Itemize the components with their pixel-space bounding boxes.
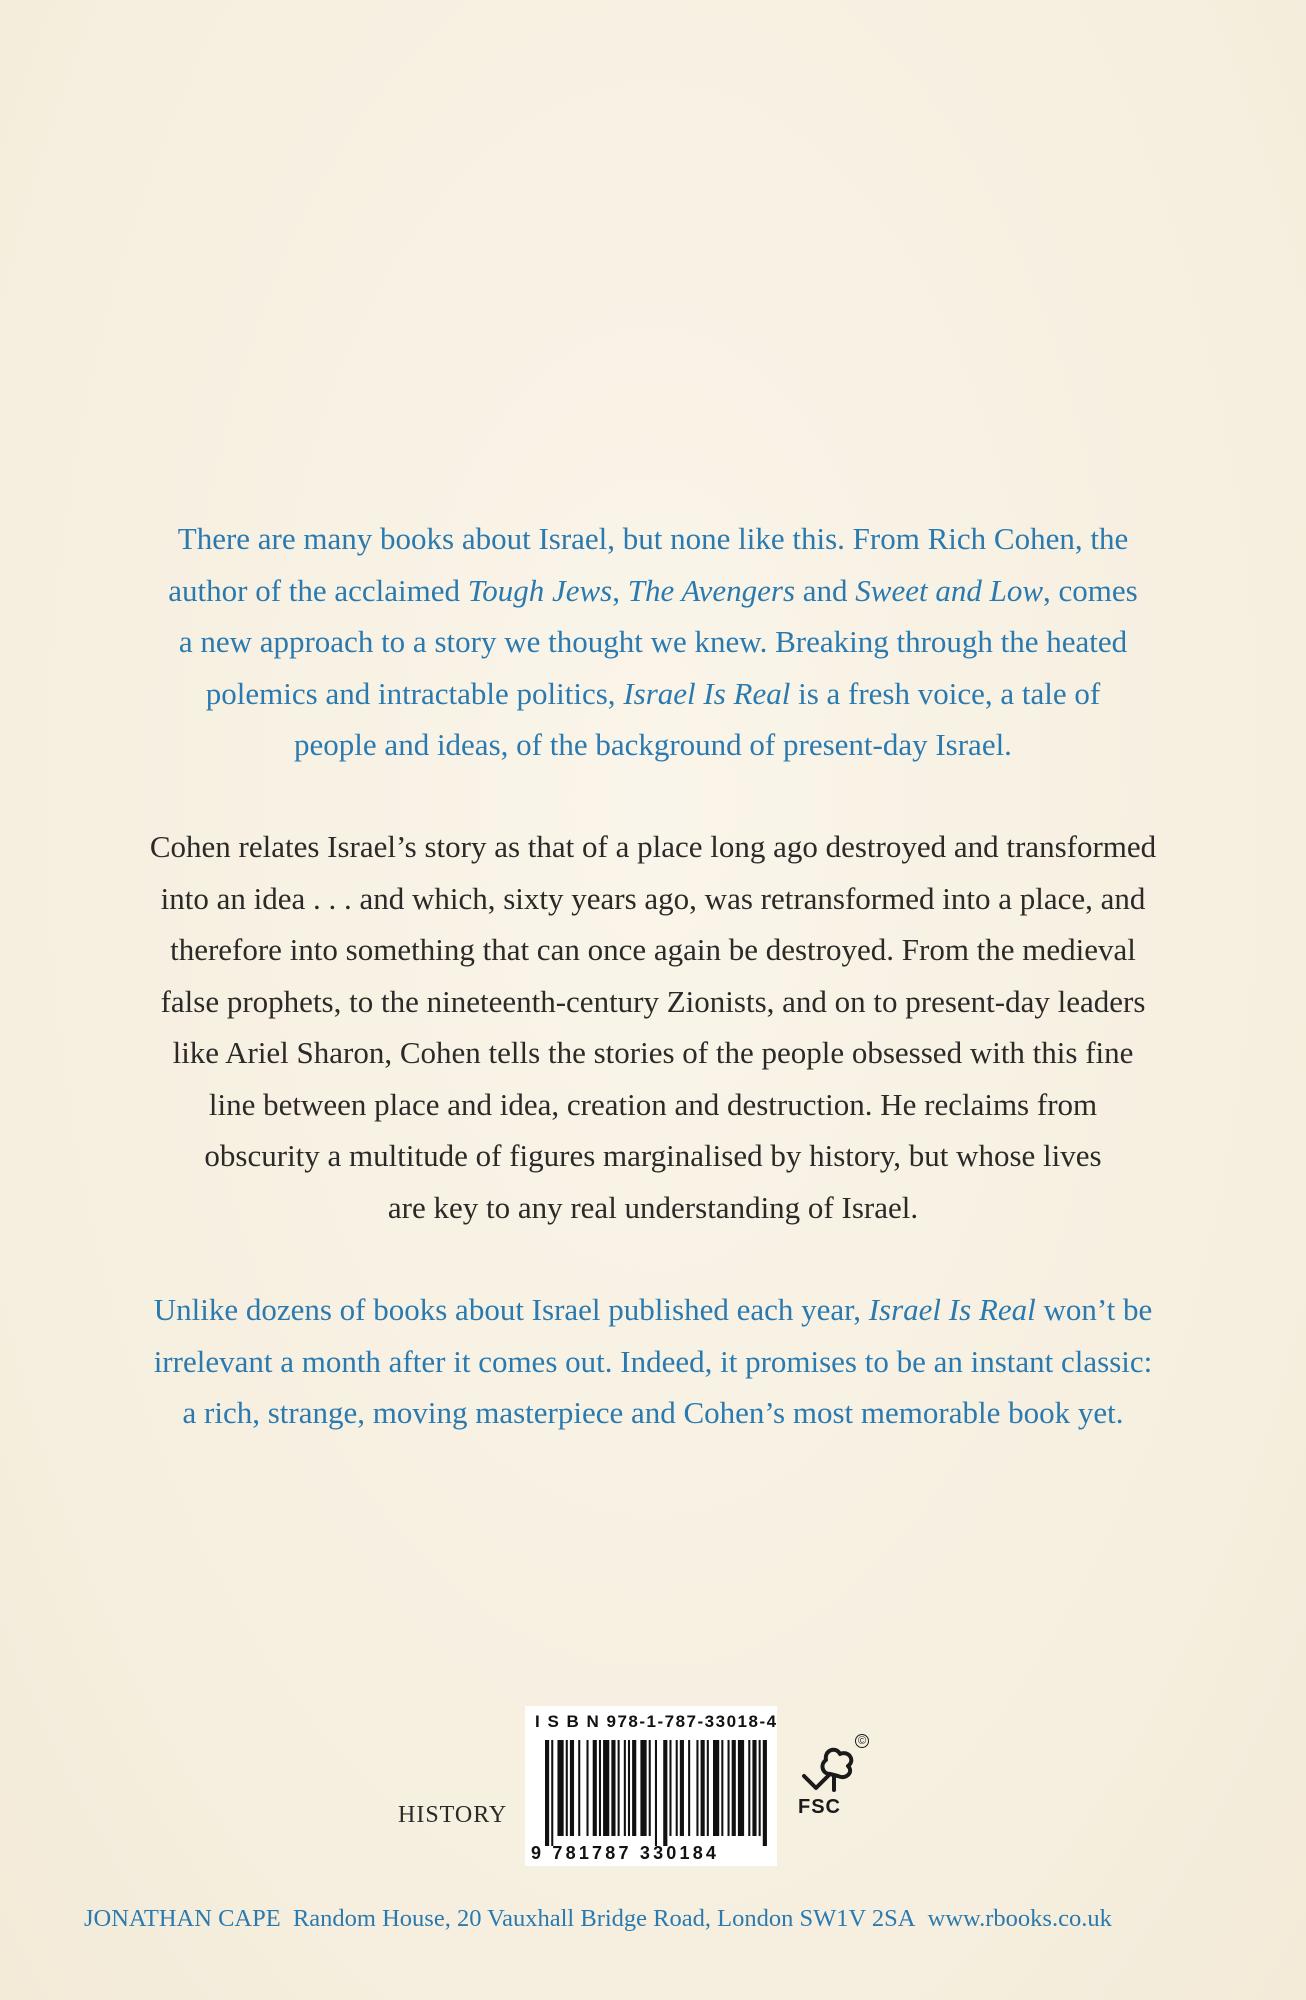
book-title-italic: Israel Is Real: [623, 675, 791, 711]
blurb-text: Cohen relates Israel’s story as that of a place long ago destroyed and transformed: [149, 829, 1157, 864]
blurb-line: [60, 821, 1246, 873]
barcode-bar: [578, 1740, 580, 1836]
blurb-text: is a fresh voice, a tale of: [790, 675, 1101, 711]
barcode-bar: [728, 1740, 730, 1836]
barcode-bar: [688, 1740, 690, 1836]
isbn-barcode: [525, 1706, 777, 1866]
blurb-line: [60, 924, 1246, 976]
barcode-bar: [618, 1740, 620, 1836]
fsc-tree-icon: [796, 1738, 862, 1798]
fsc-label: FSC: [798, 1796, 841, 1818]
blurb-text: ,: [612, 572, 628, 608]
barcode-bar: [628, 1740, 630, 1836]
blurb-text: author of the acclaimed: [168, 572, 468, 608]
blurb-text: therefore into something that can once again be destroyed. From the medieval: [170, 932, 1136, 967]
barcode-bar: [713, 1740, 719, 1836]
barcode-bar: [551, 1740, 553, 1846]
barcode-bar: [593, 1740, 597, 1836]
barcode-bar: [752, 1740, 756, 1836]
barcode-bar: [640, 1740, 646, 1836]
barcode-bar: [748, 1740, 750, 1836]
book-title-italic: Israel Is Real: [868, 1292, 1036, 1327]
blurb-text: a rich, strange, moving masterpiece and Cohen’s most memorable book yet.: [182, 1395, 1124, 1430]
blurb-text: people and ideas, of the background of present-day Israel.: [294, 727, 1012, 762]
barcode-bar: [676, 1740, 678, 1836]
blurb-text: are key to any real understanding of Israel.: [387, 1189, 919, 1225]
book-title-italic: Tough Jews: [467, 572, 613, 608]
book-title-italic: The Avengers: [627, 572, 796, 608]
barcode-digits: 9 781787 330184: [531, 1843, 720, 1863]
barcode-bar: [759, 1740, 761, 1836]
blurb-line: [60, 1182, 1246, 1234]
blurb-text: Unlike dozens of books about Israel published each year,: [153, 1292, 869, 1327]
blurb-text: irrelevant a month after it comes out. Indeed, it promises to be an instant classic:: [153, 1343, 1153, 1379]
blurb-text: polemics and intractable politics,: [205, 675, 624, 711]
isbn-number: I S B N 978-1-787-33018-4: [535, 1712, 778, 1731]
blurb-line: [60, 719, 1246, 771]
blurb-line: [60, 1027, 1246, 1079]
blurb-line: [60, 1336, 1246, 1388]
blurb-text: won’t be: [1035, 1292, 1153, 1327]
barcode-bar: [599, 1740, 601, 1836]
publisher-address: Random House, 20 Vauxhall Bridge Road, London SW1V 2SA: [292, 1905, 916, 1932]
blurb-line: [60, 616, 1246, 668]
category-label: HISTORY: [398, 1802, 508, 1828]
barcode-bar: [566, 1740, 568, 1836]
barcode-bar: [738, 1740, 744, 1836]
barcode-bar: [669, 1740, 671, 1836]
blurb-text: a new approach to a story we thought we knew. Breaking through the heated: [178, 624, 1128, 659]
blurb-line: [60, 565, 1246, 617]
barcode-bar: [624, 1740, 626, 1836]
barcode-bar: [763, 1740, 767, 1846]
barcode-bar: [603, 1740, 609, 1836]
blurb-line: [60, 668, 1246, 720]
publisher-name: JONATHAN CAPE: [84, 1905, 281, 1932]
barcode-bar: [701, 1740, 705, 1836]
blurb-text: There are many books about Israel, but none like this. From Rich Cohen, the: [177, 521, 1129, 556]
blurb-text: line between place and idea, creation and destruction. He reclaims from: [208, 1086, 1098, 1122]
barcode-bar: [721, 1740, 723, 1836]
blurb-line: [60, 1130, 1246, 1182]
blurb-line: [60, 1387, 1246, 1439]
fsc-logo: [790, 1734, 870, 1834]
blurb-text: , comes: [1043, 572, 1138, 608]
blurb-paragraph-description: [60, 821, 1246, 1233]
publisher-footer: [84, 1905, 1112, 1933]
blurb-paragraph-closing: [60, 1284, 1246, 1439]
barcode-bar: [732, 1740, 736, 1836]
barcode-bar: [570, 1740, 574, 1836]
barcode-bar: [557, 1740, 563, 1836]
blurb-text: false prophets, to the nineteenth-century Zionists, and on to present-day leaders: [160, 983, 1146, 1019]
barcode-bar: [649, 1740, 651, 1836]
barcode-bar: [655, 1740, 657, 1846]
barcode-bar: [663, 1740, 667, 1846]
barcode-bar: [632, 1740, 636, 1836]
blurb-line: [60, 873, 1246, 925]
barcode-bar: [611, 1740, 615, 1836]
blurb-text: into an idea . . . and which, sixty years ago, was retransformed into a place, and: [160, 880, 1146, 916]
blurb-text: and: [795, 572, 856, 608]
barcode-bar: [545, 1740, 549, 1846]
blurb-line: [60, 1284, 1246, 1336]
book-title-italic: Sweet and Low: [855, 572, 1044, 608]
barcode-bar: [707, 1740, 709, 1836]
blurb-line: [60, 976, 1246, 1028]
barcode-bar: [586, 1740, 588, 1836]
barcode-bar: [696, 1740, 698, 1836]
barcode-bar: [680, 1740, 684, 1836]
blurb-text: like Ariel Sharon, Cohen tells the stories of the people obsessed with this fine: [172, 1035, 1134, 1070]
publisher-website[interactable]: www.rbooks.co.uk: [927, 1905, 1112, 1932]
barcode-bars: [545, 1740, 769, 1846]
blurb-text: obscurity a multitude of figures marginalised by history, but whose lives: [204, 1138, 1102, 1173]
blurb-line: [60, 1079, 1246, 1131]
blurb-paragraph-intro: [60, 513, 1246, 771]
fsc-copyright-mark: ©: [855, 1734, 869, 1748]
blurb-line: [60, 513, 1246, 565]
